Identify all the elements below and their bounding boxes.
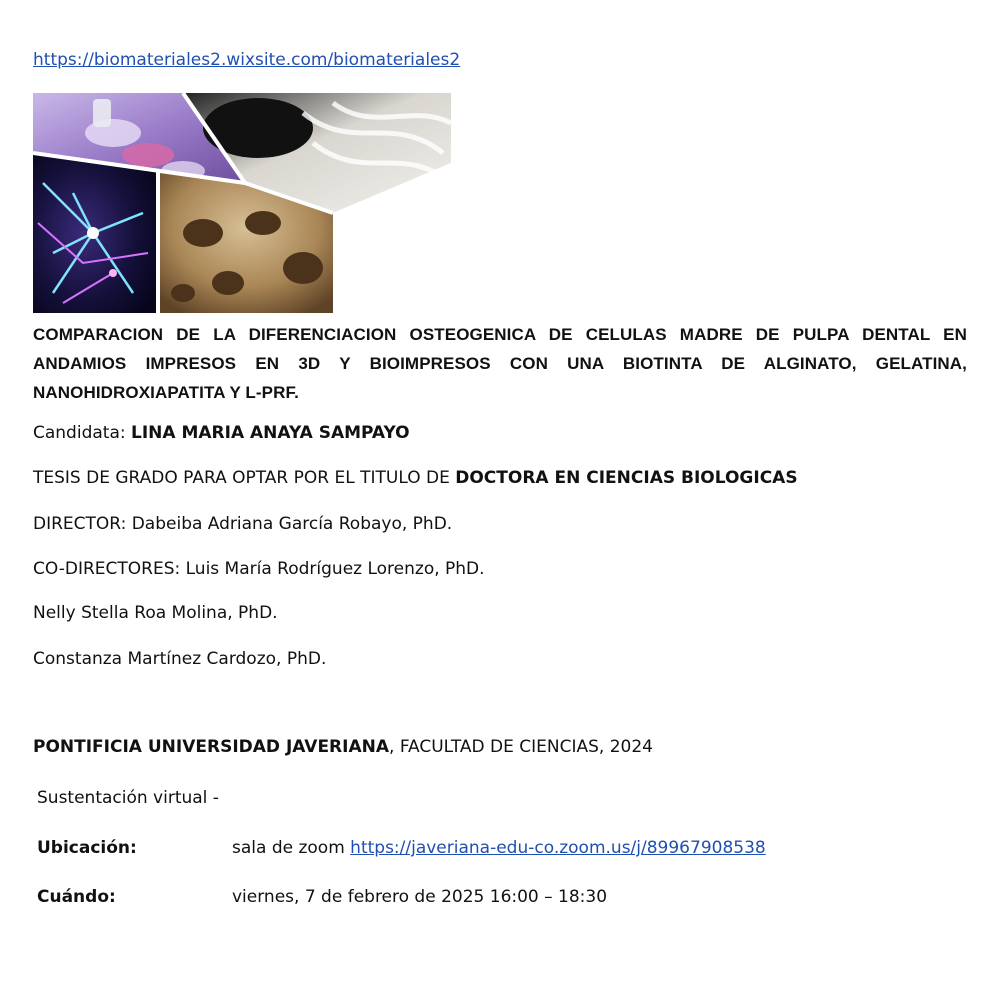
location-row — [37, 838, 766, 858]
zoom-link[interactable]: https://javeriana-edu-co.zoom.us/j/89967908538 — [350, 838, 766, 858]
website-link[interactable]: https://biomateriales2.wixsite.com/biomateriales2 — [33, 50, 461, 70]
institution-name: PONTIFICIA UNIVERSIDAD JAVERIANA — [33, 737, 390, 757]
sustentacion-line: Sustentación virtual - — [37, 788, 219, 808]
location-text: sala de zoom — [232, 838, 351, 858]
when-row — [37, 887, 607, 907]
candidate-label: Candidata: — [33, 423, 131, 443]
when-label: Cuándo: — [37, 887, 116, 907]
institution-line — [33, 737, 653, 757]
codirector-line-1: CO-DIRECTORES: Luis María Rodríguez Lorenzo, PhD. — [33, 559, 485, 579]
candidate-name: LINA MARIA ANAYA SAMPAYO — [131, 423, 410, 443]
candidate-line — [33, 423, 410, 443]
when-value: viernes, 7 de febrero de 2025 16:00 – 18:30 — [232, 887, 608, 907]
director-line: DIRECTOR: Dabeiba Adriana García Robayo, PhD. — [33, 514, 453, 534]
thesis-title: COMPARACION DE LA DIFERENCIACION OSTEOGENICA DE CELULAS MADRE DE PULPA DENTAL EN ANDAMIOS IMPRESOS EN 3D Y BIOIMPRESOS CON UNA BIOTINTA DE ALGINATO, GELATINA, NANOHIDROXIAPATITA Y L-PRF. — [33, 325, 967, 402]
degree-prefix: TESIS DE GRADO PARA OPTAR POR EL TITULO DE — [33, 468, 456, 488]
degree-name: DOCTORA EN CIENCIAS BIOLOGICAS — [455, 468, 798, 488]
codirector-line-3: Constanza Martínez Cardozo, PhD. — [33, 649, 327, 669]
codirector-line-2: Nelly Stella Roa Molina, PhD. — [33, 603, 278, 623]
institution-details: , FACULTAD DE CIENCIAS, 2024 — [389, 737, 653, 757]
thesis-degree-line — [33, 468, 798, 488]
biomaterials-collage-image — [33, 93, 451, 313]
location-label: Ubicación: — [37, 838, 137, 858]
